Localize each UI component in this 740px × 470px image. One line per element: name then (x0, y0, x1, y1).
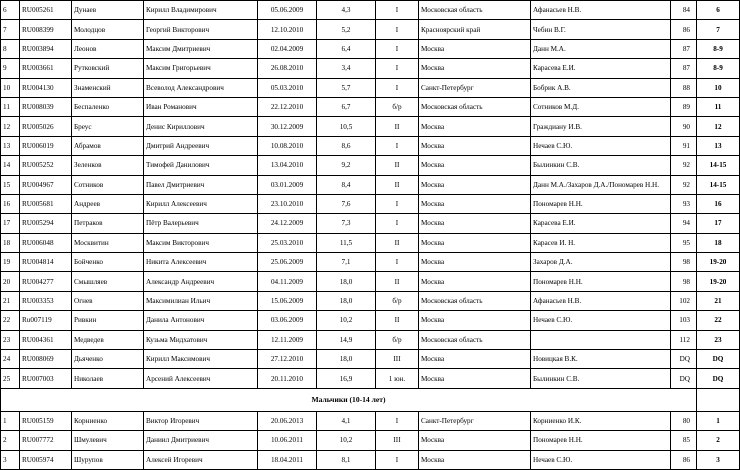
coach-cell: Бобрик А.В. (531, 78, 671, 97)
birth-date-cell: 22.12.2010 (258, 97, 317, 116)
birth-date-cell: 12.11.2009 (258, 330, 317, 349)
row-number-cell: 23 (1, 330, 20, 349)
category-cell: I (376, 450, 419, 469)
last-name-cell: Шмулевич (72, 431, 144, 450)
place-cell: 13 (697, 136, 740, 155)
last-name-cell: Рутковский (72, 59, 144, 78)
row-number-cell: 22 (1, 311, 20, 330)
row-number-cell: 13 (1, 136, 20, 155)
last-name-cell: Корниенко (72, 411, 144, 430)
score-cell: 92 (671, 156, 697, 175)
category-cell: I (376, 194, 419, 213)
table-row (1, 59, 740, 78)
coach-cell: Пономарев Н.Н. (531, 431, 671, 450)
rating-value-cell: 6,7 (317, 97, 376, 116)
last-name-cell: Молодцов (72, 20, 144, 39)
rating-value-cell: 14,9 (317, 330, 376, 349)
section-spacer-cell (697, 388, 740, 411)
rating-id-cell: RU005974 (20, 450, 72, 469)
rating-value-cell: 10,2 (317, 311, 376, 330)
last-name-cell: Знаменский (72, 78, 144, 97)
rating-id-cell: RU008039 (20, 97, 72, 116)
score-cell: 98 (671, 253, 697, 272)
coach-cell: Корниенко И.К. (531, 411, 671, 430)
score-cell: 89 (671, 97, 697, 116)
coach-cell: Новицкая В.К. (531, 350, 671, 369)
coach-cell: Нечаев С.Ю. (531, 136, 671, 155)
region-cell: Москва (419, 350, 531, 369)
region-cell: Москва (419, 431, 531, 450)
table-row (1, 411, 740, 430)
birth-date-cell: 20.11.2010 (258, 369, 317, 388)
coach-cell: Данн М.А./Захаров Д.А./Пономарев Н.Н. (531, 175, 671, 194)
rating-id-cell: RU005294 (20, 214, 72, 233)
last-name-cell: Бреус (72, 117, 144, 136)
last-name-cell: Огнев (72, 291, 144, 310)
row-number-cell: 16 (1, 194, 20, 213)
results-body-bottom (1, 411, 740, 469)
table-row (1, 136, 740, 155)
last-name-cell: Дьяченко (72, 350, 144, 369)
coach-cell: Нечаев С.Ю. (531, 311, 671, 330)
table-row (1, 1, 740, 20)
table-row (1, 175, 740, 194)
rating-id-cell: RU008069 (20, 350, 72, 369)
score-cell: 103 (671, 311, 697, 330)
rating-id-cell: RU003353 (20, 291, 72, 310)
rating-value-cell: 10,5 (317, 117, 376, 136)
birth-date-cell: 13.04.2010 (258, 156, 317, 175)
region-cell: Москва (419, 156, 531, 175)
category-cell: I (376, 136, 419, 155)
row-number-cell: 3 (1, 450, 20, 469)
score-cell: 112 (671, 330, 697, 349)
last-name-cell: Бойченко (72, 253, 144, 272)
place-cell: 8-9 (697, 59, 740, 78)
category-cell: II (376, 272, 419, 291)
region-cell: Москва (419, 450, 531, 469)
rating-value-cell: 8,4 (317, 175, 376, 194)
region-cell: Москва (419, 59, 531, 78)
last-name-cell: Смышляев (72, 272, 144, 291)
score-cell: 91 (671, 136, 697, 155)
category-cell: II (376, 156, 419, 175)
place-cell: 19-20 (697, 272, 740, 291)
coach-cell: Пономарев Н.Н. (531, 272, 671, 291)
rating-value-cell: 4,1 (317, 411, 376, 430)
region-cell: Москва (419, 136, 531, 155)
score-cell: 80 (671, 411, 697, 430)
last-name-cell: Леонов (72, 39, 144, 58)
place-cell: 19-20 (697, 253, 740, 272)
first-patronymic-cell: Кузьма Мидхатович (144, 330, 258, 349)
category-cell: б/р (376, 330, 419, 349)
rating-id-cell: RU006019 (20, 136, 72, 155)
coach-cell: Карасев И. Н. (531, 233, 671, 252)
rating-id-cell: RU004277 (20, 272, 72, 291)
coach-cell: Пономарев Н.Н. (531, 194, 671, 213)
category-cell: 1 юн. (376, 369, 419, 388)
rating-id-cell: RU007772 (20, 431, 72, 450)
table-row (1, 369, 740, 388)
row-number-cell: 8 (1, 39, 20, 58)
row-number-cell: 14 (1, 156, 20, 175)
first-patronymic-cell: Виктор Игоревич (144, 411, 258, 430)
rating-value-cell: 7,6 (317, 194, 376, 213)
place-cell: 21 (697, 291, 740, 310)
birth-date-cell: 30.12.2009 (258, 117, 317, 136)
rating-id-cell: RU004967 (20, 175, 72, 194)
rating-value-cell: 18,0 (317, 291, 376, 310)
first-patronymic-cell: Александр Андреевич (144, 272, 258, 291)
region-cell: Москва (419, 311, 531, 330)
table-row (1, 253, 740, 272)
place-cell: 22 (697, 311, 740, 330)
category-cell: II (376, 233, 419, 252)
row-number-cell: 11 (1, 97, 20, 116)
place-cell: 6 (697, 1, 740, 20)
birth-date-cell: 05.06.2009 (258, 1, 317, 20)
row-number-cell: 6 (1, 1, 20, 20)
coach-cell: Данн М.А. (531, 39, 671, 58)
first-patronymic-cell: Арсений Алексеевич (144, 369, 258, 388)
place-cell: 1 (697, 411, 740, 430)
rating-value-cell: 8,1 (317, 450, 376, 469)
row-number-cell: 7 (1, 20, 20, 39)
region-cell: Москва (419, 214, 531, 233)
score-cell: 90 (671, 117, 697, 136)
first-patronymic-cell: Никита Алексеевич (144, 253, 258, 272)
place-cell: 23 (697, 330, 740, 349)
region-cell: Москва (419, 253, 531, 272)
region-cell: Москва (419, 233, 531, 252)
rating-value-cell: 18,0 (317, 350, 376, 369)
place-cell: 16 (697, 194, 740, 213)
results-body-top (1, 1, 740, 389)
rating-value-cell: 5,2 (317, 20, 376, 39)
score-cell: 95 (671, 233, 697, 252)
category-cell: II (376, 175, 419, 194)
category-cell: II (376, 311, 419, 330)
row-number-cell: 17 (1, 214, 20, 233)
last-name-cell: Медведев (72, 330, 144, 349)
region-cell: Москва (419, 369, 531, 388)
region-cell: Москва (419, 272, 531, 291)
region-cell: Московская область (419, 1, 531, 20)
coach-cell: Чебин В.Г. (531, 20, 671, 39)
row-number-cell: 19 (1, 253, 20, 272)
last-name-cell: Шурупов (72, 450, 144, 469)
table-row (1, 291, 740, 310)
score-cell: 92 (671, 175, 697, 194)
table-row (1, 330, 740, 349)
score-cell: 88 (671, 78, 697, 97)
category-cell: II (376, 117, 419, 136)
score-cell: DQ (671, 369, 697, 388)
first-patronymic-cell: Максим Дмитриевич (144, 39, 258, 58)
category-cell: I (376, 411, 419, 430)
rating-id-cell: RU005261 (20, 1, 72, 20)
first-patronymic-cell: Георгий Викторович (144, 20, 258, 39)
rating-value-cell: 3,4 (317, 59, 376, 78)
row-number-cell: 21 (1, 291, 20, 310)
birth-date-cell: 27.12.2010 (258, 350, 317, 369)
category-cell: III (376, 431, 419, 450)
rating-value-cell: 7,1 (317, 253, 376, 272)
rating-value-cell: 7,3 (317, 214, 376, 233)
rating-id-cell: RU004130 (20, 78, 72, 97)
coach-cell: Афанасьев Н.В. (531, 1, 671, 20)
category-cell: I (376, 1, 419, 20)
birth-date-cell: 23.10.2010 (258, 194, 317, 213)
coach-cell: Граждиану И.В. (531, 117, 671, 136)
region-cell: Москва (419, 117, 531, 136)
birth-date-cell: 25.06.2009 (258, 253, 317, 272)
table-row (1, 431, 740, 450)
first-patronymic-cell: Кирилл Алексеевич (144, 194, 258, 213)
first-patronymic-cell: Пётр Валерьевич (144, 214, 258, 233)
table-row (1, 78, 740, 97)
score-cell: 93 (671, 194, 697, 213)
last-name-cell: Андреев (72, 194, 144, 213)
row-number-cell: 20 (1, 272, 20, 291)
rating-id-cell: RU008399 (20, 20, 72, 39)
rating-id-cell: RU006048 (20, 233, 72, 252)
first-patronymic-cell: Максим Викторович (144, 233, 258, 252)
rating-value-cell: 8,6 (317, 136, 376, 155)
rating-value-cell: 6,4 (317, 39, 376, 58)
birth-date-cell: 05.03.2010 (258, 78, 317, 97)
last-name-cell: Зеленков (72, 156, 144, 175)
row-number-cell: 24 (1, 350, 20, 369)
rating-value-cell: 11,5 (317, 233, 376, 252)
category-cell: I (376, 78, 419, 97)
rating-id-cell: RU007003 (20, 369, 72, 388)
place-cell: 10 (697, 78, 740, 97)
section-title: Мальчики (10-14 лет) (1, 388, 697, 411)
table-row (1, 233, 740, 252)
birth-date-cell: 03.01.2009 (258, 175, 317, 194)
place-cell: 8-9 (697, 39, 740, 58)
row-number-cell: 1 (1, 411, 20, 430)
table-row (1, 20, 740, 39)
category-cell: I (376, 253, 419, 272)
score-cell: 102 (671, 291, 697, 310)
first-patronymic-cell: Денис Кириллович (144, 117, 258, 136)
rating-value-cell: 10,2 (317, 431, 376, 450)
first-patronymic-cell: Даниил Дмитриевич (144, 431, 258, 450)
rating-id-cell: RU005681 (20, 194, 72, 213)
birth-date-cell: 24.12.2009 (258, 214, 317, 233)
rating-value-cell: 9,2 (317, 156, 376, 175)
row-number-cell: 10 (1, 78, 20, 97)
birth-date-cell: 04.11.2009 (258, 272, 317, 291)
first-patronymic-cell: Всеволод Александрович (144, 78, 258, 97)
coach-cell: Былинкин С.В. (531, 369, 671, 388)
region-cell: Москва (419, 175, 531, 194)
rating-id-cell: RU003661 (20, 59, 72, 78)
table-row (1, 311, 740, 330)
coach-cell: Карасева Е.И. (531, 214, 671, 233)
last-name-cell: Сотников (72, 175, 144, 194)
score-cell: 86 (671, 450, 697, 469)
region-cell: Красноярский край (419, 20, 531, 39)
place-cell: 17 (697, 214, 740, 233)
table-row (1, 450, 740, 469)
place-cell: DQ (697, 350, 740, 369)
region-cell: Московская область (419, 330, 531, 349)
score-cell: 84 (671, 1, 697, 20)
section-header-group (1, 388, 740, 411)
table-row (1, 39, 740, 58)
first-patronymic-cell: Кирилл Владимирович (144, 1, 258, 20)
first-patronymic-cell: Максимилиан Ильич (144, 291, 258, 310)
rating-id-cell: RU005159 (20, 411, 72, 430)
score-cell: 87 (671, 39, 697, 58)
coach-cell: Нечаев С.Ю. (531, 450, 671, 469)
birth-date-cell: 03.06.2009 (258, 311, 317, 330)
category-cell: I (376, 214, 419, 233)
row-number-cell: 15 (1, 175, 20, 194)
category-cell: I (376, 20, 419, 39)
last-name-cell: Ривкин (72, 311, 144, 330)
place-cell: 18 (697, 233, 740, 252)
place-cell: DQ (697, 369, 740, 388)
coach-cell: Сотников М.Д. (531, 97, 671, 116)
birth-date-cell: 20.06.2013 (258, 411, 317, 430)
first-patronymic-cell: Алексей Игоревич (144, 450, 258, 469)
birth-date-cell: 18.04.2011 (258, 450, 317, 469)
place-cell: 12 (697, 117, 740, 136)
last-name-cell: Москвитин (72, 233, 144, 252)
row-number-cell: 9 (1, 59, 20, 78)
category-cell: I (376, 39, 419, 58)
last-name-cell: Беспаленко (72, 97, 144, 116)
birth-date-cell: 12.10.2010 (258, 20, 317, 39)
region-cell: Санкт-Петербург (419, 411, 531, 430)
place-cell: 11 (697, 97, 740, 116)
category-cell: I (376, 59, 419, 78)
table-row (1, 272, 740, 291)
region-cell: Москва (419, 194, 531, 213)
last-name-cell: Петраков (72, 214, 144, 233)
first-patronymic-cell: Дмитрий Андреевич (144, 136, 258, 155)
coach-cell (531, 330, 671, 349)
region-cell: Московская область (419, 291, 531, 310)
score-cell: DQ (671, 350, 697, 369)
first-patronymic-cell: Тимофей Данилович (144, 156, 258, 175)
table-row (1, 117, 740, 136)
birth-date-cell: 26.08.2010 (258, 59, 317, 78)
category-cell: III (376, 350, 419, 369)
rating-value-cell: 4,3 (317, 1, 376, 20)
birth-date-cell: 15.06.2009 (258, 291, 317, 310)
table-row (1, 97, 740, 116)
table-row (1, 214, 740, 233)
rating-value-cell: 16,9 (317, 369, 376, 388)
place-cell: 14-15 (697, 175, 740, 194)
birth-date-cell: 10.08.2010 (258, 136, 317, 155)
table-row (1, 194, 740, 213)
last-name-cell: Николаев (72, 369, 144, 388)
row-number-cell: 25 (1, 369, 20, 388)
section-header-row (1, 388, 740, 411)
region-cell: Санкт-Петербург (419, 78, 531, 97)
score-cell: 98 (671, 272, 697, 291)
rating-value-cell: 18,0 (317, 272, 376, 291)
rating-id-cell: RU004814 (20, 253, 72, 272)
rating-id-cell: RU005252 (20, 156, 72, 175)
category-cell: б/р (376, 97, 419, 116)
place-cell: 2 (697, 431, 740, 450)
rating-id-cell: RU005026 (20, 117, 72, 136)
last-name-cell: Абрамов (72, 136, 144, 155)
last-name-cell: Дунаев (72, 1, 144, 20)
rating-id-cell: Ru007119 (20, 311, 72, 330)
birth-date-cell: 10.06.2011 (258, 431, 317, 450)
birth-date-cell: 25.03.2010 (258, 233, 317, 252)
first-patronymic-cell: Максим Григорьевич (144, 59, 258, 78)
place-cell: 3 (697, 450, 740, 469)
row-number-cell: 18 (1, 233, 20, 252)
place-cell: 7 (697, 20, 740, 39)
birth-date-cell: 02.04.2009 (258, 39, 317, 58)
row-number-cell: 12 (1, 117, 20, 136)
coach-cell: Былинкин С.В. (531, 156, 671, 175)
coach-cell: Афанасьев Н.В. (531, 291, 671, 310)
first-patronymic-cell: Кирилл Максимович (144, 350, 258, 369)
score-cell: 94 (671, 214, 697, 233)
place-cell: 14-15 (697, 156, 740, 175)
score-cell: 85 (671, 431, 697, 450)
first-patronymic-cell: Данила Антонович (144, 311, 258, 330)
table-row (1, 156, 740, 175)
region-cell: Москва (419, 39, 531, 58)
coach-cell: Захаров Д.А. (531, 253, 671, 272)
coach-cell: Карасева Е.И. (531, 59, 671, 78)
row-number-cell: 2 (1, 431, 20, 450)
region-cell: Московская область (419, 97, 531, 116)
table-row (1, 350, 740, 369)
rating-value-cell: 5,7 (317, 78, 376, 97)
first-patronymic-cell: Павел Дмитриевич (144, 175, 258, 194)
first-patronymic-cell: Иван Романович (144, 97, 258, 116)
rating-id-cell: RU003894 (20, 39, 72, 58)
score-cell: 86 (671, 20, 697, 39)
rating-id-cell: RU004361 (20, 330, 72, 349)
category-cell: б/р (376, 291, 419, 310)
score-cell: 87 (671, 59, 697, 78)
